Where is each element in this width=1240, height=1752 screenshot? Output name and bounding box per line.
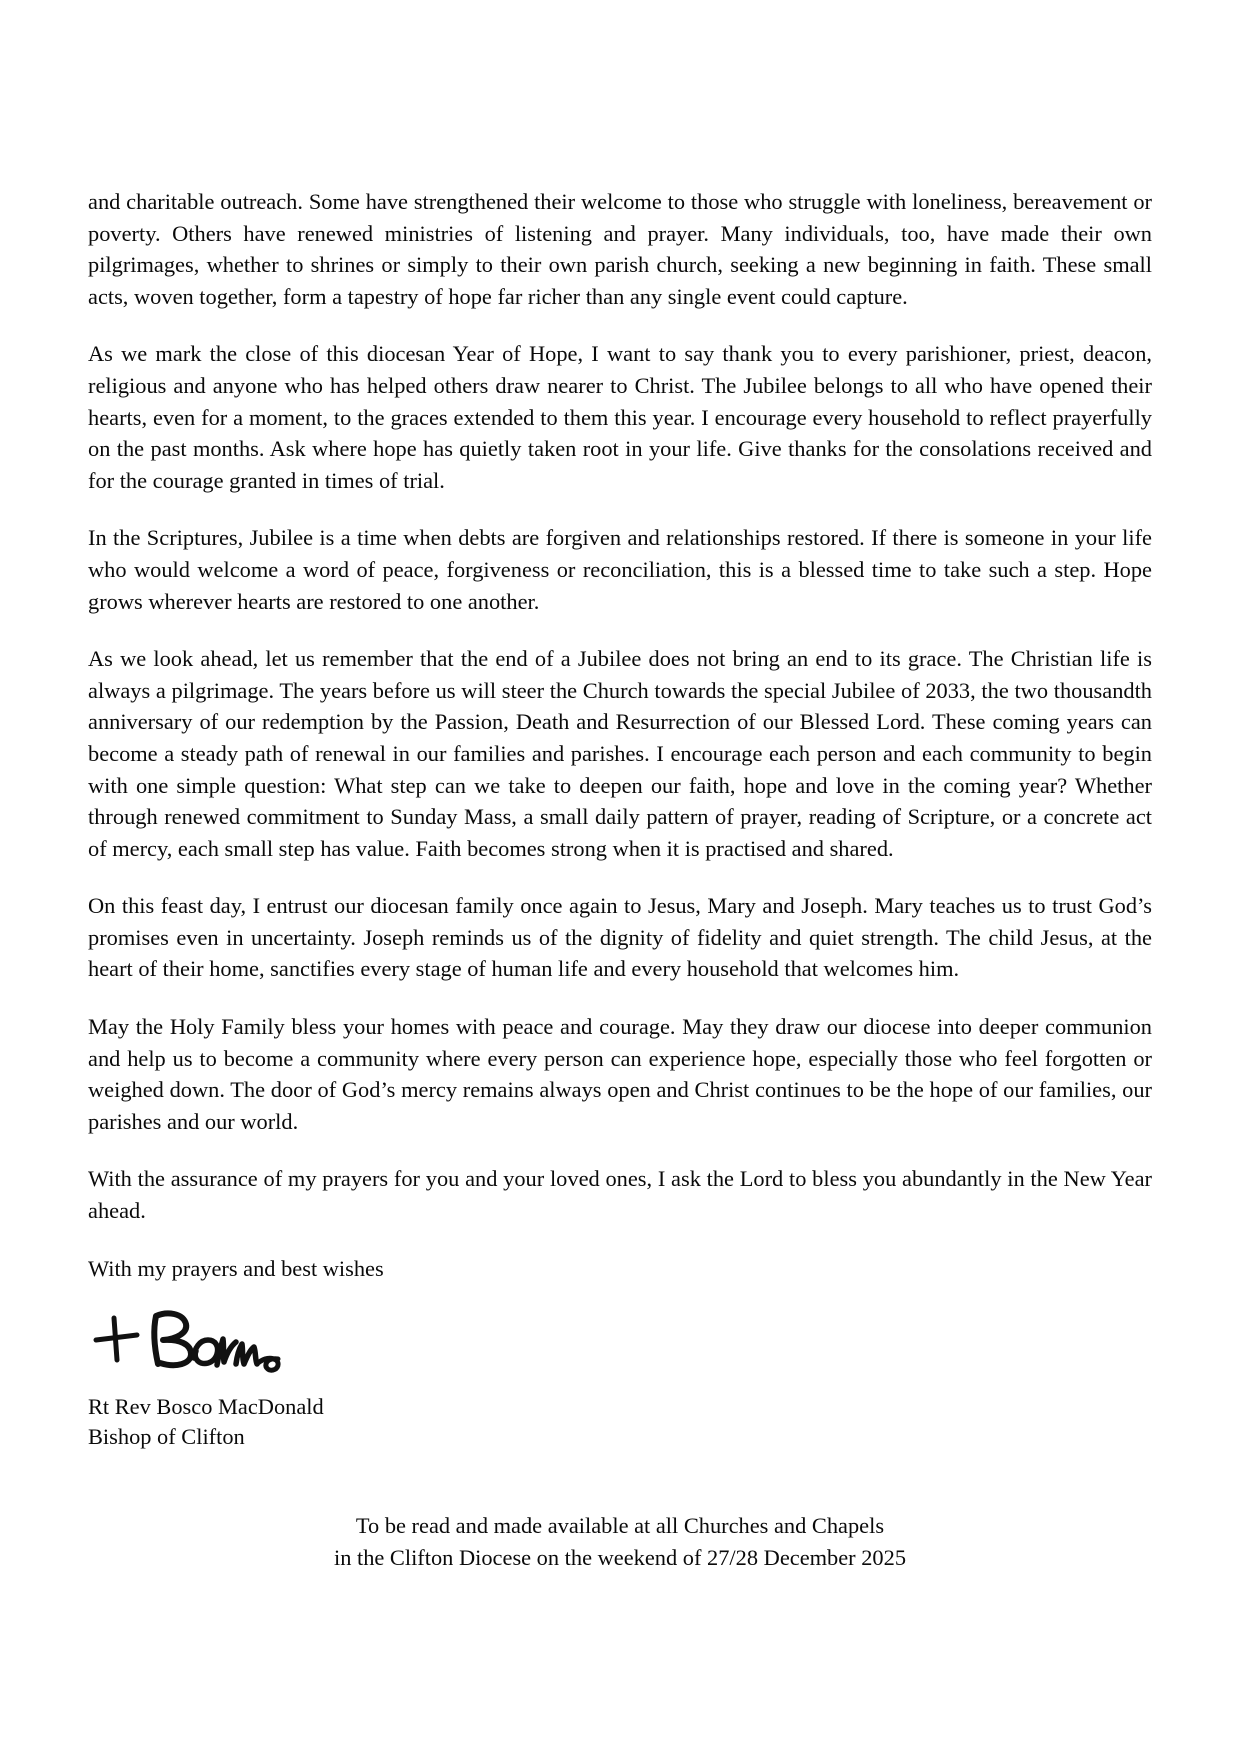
signatory-block xyxy=(88,1392,1152,1452)
paragraph-assurance-of-prayers: With the assurance of my prayers for you and your loved ones, I ask the Lord to bless you abundantly in the New Year ahead. xyxy=(88,1166,1152,1224)
distribution-note-line-2: in the Clifton Diocese on the weekend of 27/28 December 2025 xyxy=(333,1544,907,1570)
paragraph-feast-day: On this feast day, I entrust our diocesan family once again to Jesus, Mary and Joseph. Mary teaches us to trust God’s promises even in uncertainty. Joseph reminds us of the dignity of fidelity and quiet strength. The child Jesus, at the heart of their home, sanctifies every stage of human life and every household that welcomes him. xyxy=(88,893,1152,982)
paragraph-thanks: As we mark the close of this diocesan Year of Hope, I want to say thank you to every parishioner, priest, deacon, religious and anyone who has helped others draw nearer to Christ. The Jubilee belongs to all who have opened their hearts, even for a moment, to the graces extended to them this year. I encourage every household to reflect prayerfully on the past months. Ask where hope has quietly taken root in your life. Give thanks for the consolations received and for the courage granted in times of trial. xyxy=(88,341,1152,493)
signatory-title: Bishop of Clifton xyxy=(88,1424,245,1450)
paragraph-look-ahead: As we look ahead, let us remember that the end of a Jubilee does not bring an end to its grace. The Christian life is always a pilgrimage. The years before us will steer the Church towards the special Jubilee of 2033, the two thousandth anniversary of our redemption by the Passion, Death and Resurrection of our Blessed Lord. These coming years can become a steady path of renewal in our families and parishes. I encourage each person and each community to begin with one simple question: What step can we take to deepen our faith, hope and love in the coming year? Whether through renewed commitment to Sunday Mass, a small daily pattern of prayer, reading of Scripture, or a concrete act of mercy, each small step has value. Faith becomes strong when it is practised and shared. xyxy=(88,646,1152,861)
distribution-note-line-1: To be read and made available at all Churches and Chapels xyxy=(355,1513,885,1539)
signature-block xyxy=(88,1302,1152,1390)
closing-salutation: With my prayers and best wishes xyxy=(88,1255,384,1281)
paragraph-holy-family-blessing: May the Holy Family bless your homes with peace and courage. May they draw our diocese into deeper communion and help us to become a community where every person can experience hope, especially those who feel forgotten or weighed down. The door of God’s mercy remains always open and Christ continues to be the hope of our families, our parishes and our world. xyxy=(88,1014,1152,1134)
letter-body xyxy=(88,186,1152,1573)
paragraph-outreach: and charitable outreach. Some have strengthened their welcome to those who struggle with loneliness, bereavement or poverty. Others have renewed ministries of listening and prayer. Many individuals, too, have made their own pilgrimages, whether to shrines or simply to their own parish church, seeking a new beginning in faith. These small acts, woven together, form a tapestry of hope far richer than any single event could capture. xyxy=(88,189,1152,309)
paragraph-scriptures: In the Scriptures, Jubilee is a time when debts are forgiven and relationships restored. If there is someone in your life who would welcome a word of peace, forgiveness or reconciliation, this is a blessed time to take such a step. Hope grows wherever hearts are restored to one another. xyxy=(88,525,1152,614)
signatory-name: Rt Rev Bosco MacDonald xyxy=(88,1394,324,1420)
distribution-note xyxy=(88,1510,1152,1573)
handwritten-signature xyxy=(90,1302,310,1393)
